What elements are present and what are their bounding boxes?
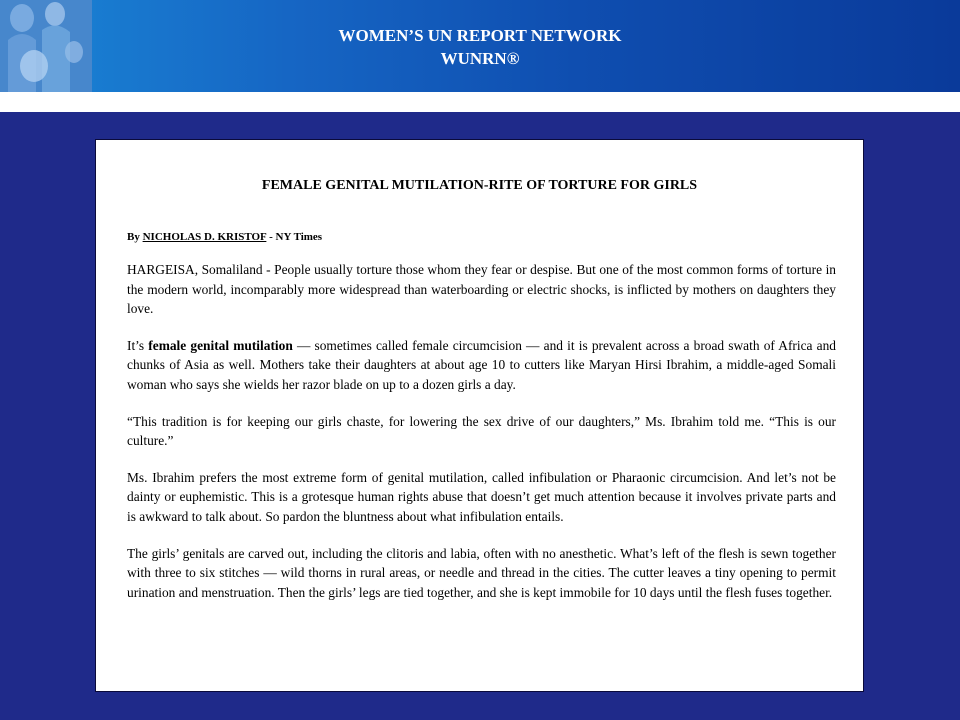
- article-body: [127, 260, 836, 619]
- byline: [127, 231, 322, 243]
- paragraph-4: Ms. Ibrahim prefers the most extreme form of genital mutilation, called infibulation or Pharaonic circumcision. And let’s not be dainty or euphemistic. This is a grotesque human rights abuse that doesn’t get much attention because it involves private parts and is awkward to talk about. So pardon the bluntness about what infibulation entails.: [127, 469, 836, 524]
- paragraph-2-start: It’s: [127, 337, 149, 353]
- author-link[interactable]: NICHOLAS D. KRISTOF: [142, 231, 267, 243]
- paragraph-1: HARGEISA, Somaliland - People usually torture those whom they fear or despise. But one of the most common forms of torture in the modern world, incomparably more widespread than waterboarding or electric shocks, is inflicted by mothers on daughters they love.: [127, 262, 836, 317]
- paragraph-5: The girls’ genitals are carved out, including the clitoris and labia, often with no anesthetic. What’s left of the flesh is sewn together with three to six stitches — wild thorns in rural areas, or needle and thread in the cities. The cutter leaves a tiny opening to permit urination and menstruation. Then the girls’ legs are tied together, and she is kept immobile for 10 days until the flesh fuses together.: [127, 545, 836, 600]
- paragraph-3: “This tradition is for keeping our girls chaste, for lowering the sex drive of our daughters,” Ms. Ibrahim told me. “This is our culture.”: [127, 413, 836, 449]
- header-title-line2: WUNRN®: [440, 49, 520, 68]
- header-banner: [0, 0, 960, 92]
- header-title-line1: WOMEN’S UN REPORT NETWORK: [338, 26, 622, 45]
- children-photo: [0, 0, 92, 92]
- paragraph-2: [127, 336, 836, 395]
- byline-prefix: By: [127, 231, 143, 243]
- article-title: FEMALE GENITAL MUTILATION-RITE OF TORTURE FOR GIRLS: [261, 178, 698, 193]
- header-gap: [0, 92, 960, 112]
- paragraph-2-rest: — sometimes called female circumcision — and it is prevalent across a broad swath of Africa and chunks of Asia as well. Mothers take their daughters at about age 10 to cutters like Maryan Hirsi Ibrahim, a middle-aged Somali woman who says she wields her razor blade on up to a dozen girls a day.: [127, 337, 836, 392]
- children-photo-art: [0, 0, 92, 92]
- paragraph-2-bold: female genital mutilation: [148, 337, 293, 353]
- byline-source: - NY Times: [266, 231, 323, 243]
- article-card: [95, 139, 864, 692]
